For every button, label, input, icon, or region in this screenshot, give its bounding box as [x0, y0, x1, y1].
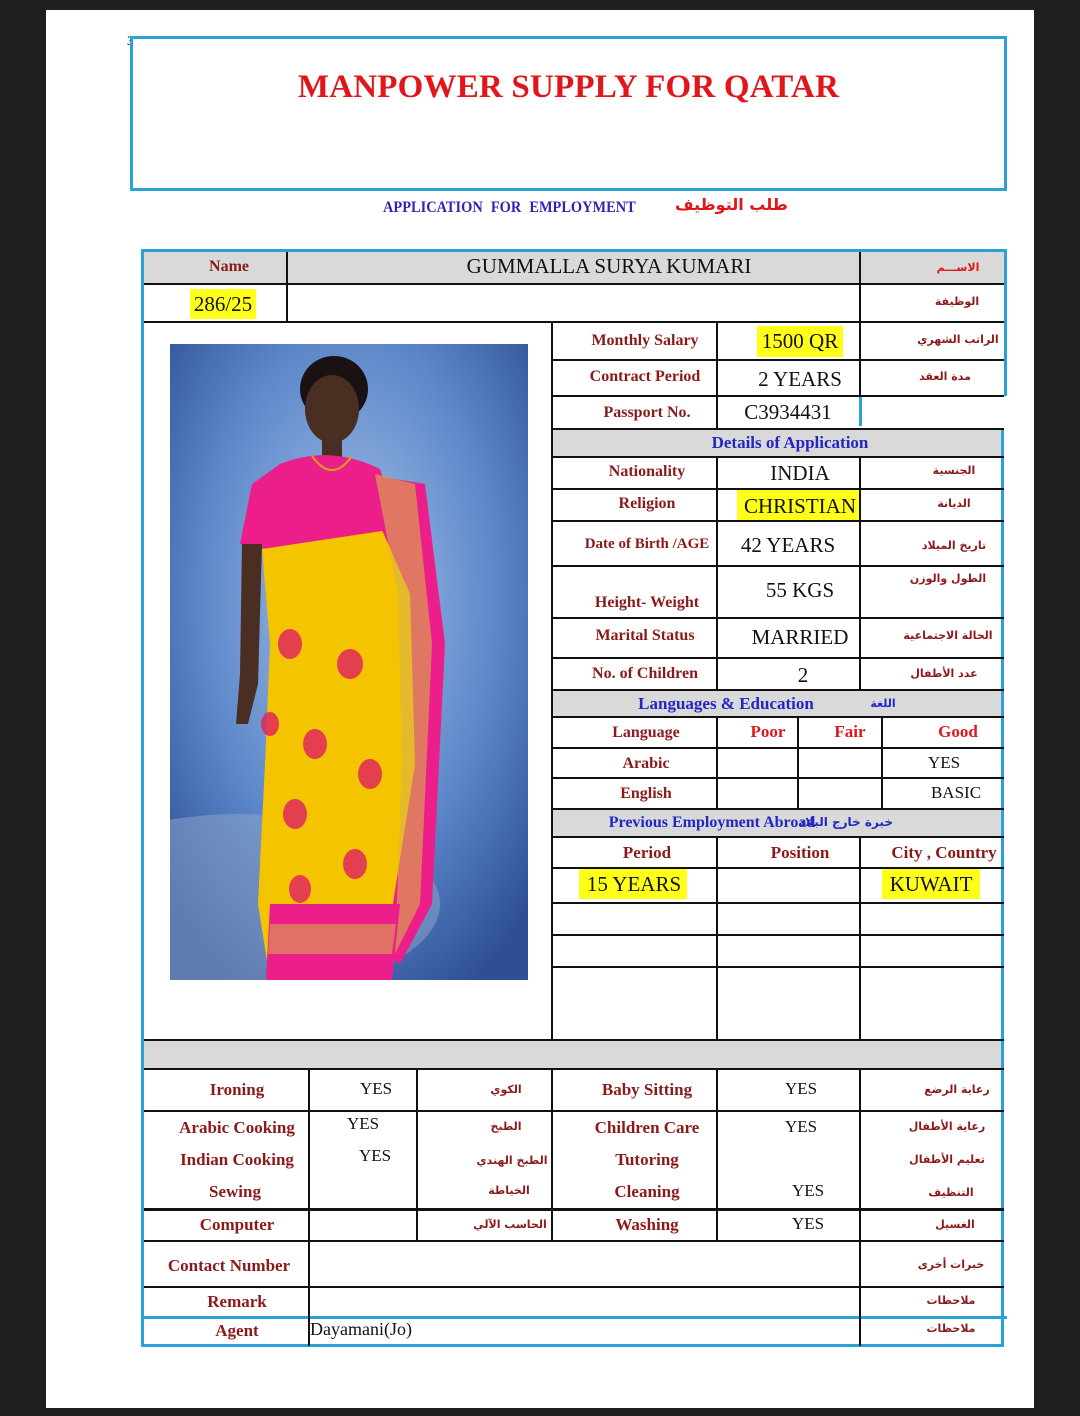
- good-column-header: Good: [938, 722, 978, 741]
- grid-line: [553, 456, 1004, 458]
- children-care-value: YES: [784, 1117, 818, 1136]
- baby-sitting-value: YES: [784, 1079, 818, 1098]
- grid-line: [308, 1068, 310, 1346]
- grid-line: [553, 617, 1004, 619]
- period-column-header: Period: [622, 843, 672, 862]
- agent-value: Dayamani(Jo): [310, 1319, 412, 1339]
- children-label: No. of Children: [592, 665, 698, 682]
- marital-status-label: Marital Status: [595, 627, 695, 644]
- page-number: 3: [127, 33, 134, 48]
- religion-label-arabic: الديانة: [937, 497, 971, 510]
- indian-cooking-label: Indian Cooking: [180, 1150, 294, 1169]
- grid-line: [716, 456, 718, 690]
- grid-line: [553, 689, 1004, 691]
- remark-label: Remark: [207, 1292, 267, 1311]
- grid-line: [553, 966, 1004, 968]
- sewing-label: Sewing: [209, 1182, 261, 1201]
- grid-line: [553, 359, 1004, 361]
- arabic-cooking-label: Arabic Cooking: [179, 1118, 295, 1137]
- computer-label: Computer: [199, 1215, 275, 1234]
- grid-line: [144, 1110, 1004, 1112]
- title-box: [130, 36, 1007, 191]
- grid-line: [553, 395, 1004, 397]
- computer-label-arabic: الحاسب الآلي: [473, 1218, 547, 1231]
- indian-cooking-label-arabic: الطبخ الهندي: [476, 1154, 548, 1167]
- grid-line: [551, 321, 553, 1041]
- grid-line: [797, 716, 799, 809]
- grid-line: [553, 747, 1004, 749]
- frame-gap: [1004, 396, 1007, 1347]
- ironing-label-arabic: الكوي: [490, 1083, 522, 1096]
- dob-age-label: Date of Birth /AGE: [584, 536, 710, 552]
- indian-cooking-value: YES: [358, 1146, 392, 1165]
- contract-period-value: 2 YEARS: [758, 367, 842, 391]
- cleaning-label-arabic: التنظيف: [928, 1186, 974, 1199]
- name-value: GUMMALLA SURYA KUMARI: [466, 254, 752, 278]
- grid-line: [553, 428, 1004, 430]
- grid-line: [859, 321, 861, 396]
- frame-footer-line: [141, 1316, 1007, 1319]
- tutoring-label: Tutoring: [615, 1150, 679, 1169]
- arabic-language-label: Arabic: [622, 755, 670, 772]
- grid-line: [553, 565, 1004, 567]
- grid-line: [553, 808, 1004, 810]
- arabic-good-value: YES: [927, 753, 961, 772]
- employment-period-value: 15 YEARS: [586, 872, 682, 896]
- grid-line: [716, 716, 718, 809]
- employment-country-value: KUWAIT: [889, 872, 973, 896]
- tutoring-label-arabic: تعليم الأطفال: [909, 1153, 985, 1166]
- english-language-label: English: [620, 785, 672, 802]
- marital-status-value: MARRIED: [751, 625, 849, 649]
- position-column-header: Position: [770, 843, 830, 862]
- grid-line: [144, 283, 1004, 285]
- grid-line: [551, 1068, 553, 1241]
- grid-line: [859, 1068, 861, 1346]
- cleaning-value: YES: [791, 1181, 825, 1200]
- english-good-value: BASIC: [930, 783, 982, 802]
- name-label: Name: [209, 258, 249, 275]
- grid-line: [144, 321, 1004, 323]
- languages-heading-arabic: اللغة: [870, 697, 896, 710]
- details-heading: Details of Application: [711, 433, 869, 452]
- sewing-label-arabic: الخياطة: [488, 1184, 530, 1197]
- grid-line: [859, 252, 861, 322]
- children-care-label: Children Care: [594, 1118, 700, 1137]
- grid-line: [881, 716, 883, 809]
- passport-value: C3934431: [744, 400, 832, 424]
- job-label-arabic: الوظيفة: [934, 295, 980, 308]
- washing-label-arabic: الغسيل: [935, 1218, 975, 1231]
- monthly-salary-label: Monthly Salary: [591, 332, 699, 349]
- reference-number: 286/25: [193, 292, 253, 316]
- baby-sitting-label-arabic: رعاية الرضع: [924, 1083, 990, 1096]
- application-title-arabic: طلب التوظيف: [675, 195, 788, 214]
- city-country-column-header: City , Country: [891, 843, 997, 862]
- contact-number-label-arabic: خبرات أخرى: [917, 1258, 985, 1271]
- religion-label: Religion: [618, 495, 676, 512]
- monthly-salary-label-arabic: الراتب الشهري: [917, 333, 999, 346]
- grid-line: [859, 836, 861, 1041]
- contact-number-label: Contact Number: [167, 1256, 291, 1275]
- baby-sitting-label: Baby Sitting: [601, 1080, 693, 1099]
- employment-heading: Previous Employment Abroad: [608, 814, 816, 831]
- passport-label: Passport No.: [603, 404, 691, 421]
- arabic-cooking-label-arabic: الطبخ: [490, 1120, 522, 1133]
- grid-line: [553, 657, 1004, 659]
- dob-age-value: 42 YEARS: [740, 533, 836, 557]
- grid-line: [716, 321, 718, 429]
- poor-column-header: Poor: [750, 722, 786, 741]
- grid-line: [553, 902, 1004, 904]
- contract-period-label: Contract Period: [589, 368, 701, 385]
- dob-age-label-arabic: تاريخ الميلاد: [921, 539, 987, 552]
- cleaning-label: Cleaning: [614, 1182, 680, 1201]
- grid-line: [553, 488, 1004, 490]
- grid-line: [716, 1068, 718, 1241]
- grid-line: [859, 456, 861, 690]
- document-title: MANPOWER SUPPLY FOR QATAR: [297, 69, 840, 105]
- contract-period-label-arabic: مدة العقد: [919, 370, 971, 383]
- children-value: 2: [797, 663, 809, 687]
- children-care-label-arabic: رعاية الأطفال: [908, 1120, 986, 1133]
- grid-line: [553, 716, 1004, 718]
- arabic-cooking-value: YES: [346, 1114, 380, 1133]
- grid-line: [553, 934, 1004, 936]
- languages-heading: Languages & Education: [638, 694, 814, 713]
- grid-line: [553, 520, 1004, 522]
- employment-heading-arabic: خبرة خارج البلاد: [799, 815, 893, 829]
- language-column-header: Language: [612, 724, 680, 741]
- grid-line: [553, 777, 1004, 779]
- grid-line: [416, 1068, 418, 1241]
- fair-column-header: Fair: [834, 722, 866, 741]
- grid-line: [144, 1286, 1004, 1288]
- remark-label-arabic: ملاحظات: [926, 1294, 976, 1307]
- washing-label: Washing: [615, 1215, 679, 1234]
- nationality-label: Nationality: [608, 463, 686, 480]
- name-label-arabic: الاســـم: [936, 261, 980, 274]
- religion-value: CHRISTIAN: [743, 494, 857, 518]
- nationality-label-arabic: الجنسية: [932, 464, 976, 477]
- height-weight-value: 55 KGS: [765, 578, 835, 602]
- height-weight-label-arabic: الطول والوزن: [909, 572, 987, 585]
- ironing-value: YES: [359, 1079, 393, 1098]
- marital-status-label-arabic: الحالة الاجتماعية: [903, 629, 993, 642]
- agent-label: Agent: [215, 1321, 259, 1340]
- agent-label-arabic: ملاحظات: [926, 1322, 976, 1335]
- grid-line: [553, 867, 1004, 869]
- application-title: APPLICATION FOR EMPLOYMENT: [383, 199, 636, 216]
- grid-line: [144, 1208, 1004, 1211]
- grid-line: [144, 1240, 1004, 1242]
- grid-line: [144, 1039, 1004, 1041]
- candidate-photo: [170, 344, 528, 980]
- monthly-salary-value: 1500 QR: [761, 329, 839, 353]
- grid-line: [553, 836, 1004, 838]
- grid-line: [716, 836, 718, 1041]
- frame-inner-edge: [859, 396, 862, 426]
- grid-line: [286, 252, 288, 322]
- washing-value: YES: [791, 1214, 825, 1233]
- grid-line: [144, 1068, 1004, 1070]
- ironing-label: Ironing: [209, 1080, 265, 1099]
- height-weight-label: Height- Weight: [594, 594, 700, 611]
- children-label-arabic: عدد الأطفال: [910, 667, 978, 680]
- nationality-value: INDIA: [770, 461, 830, 485]
